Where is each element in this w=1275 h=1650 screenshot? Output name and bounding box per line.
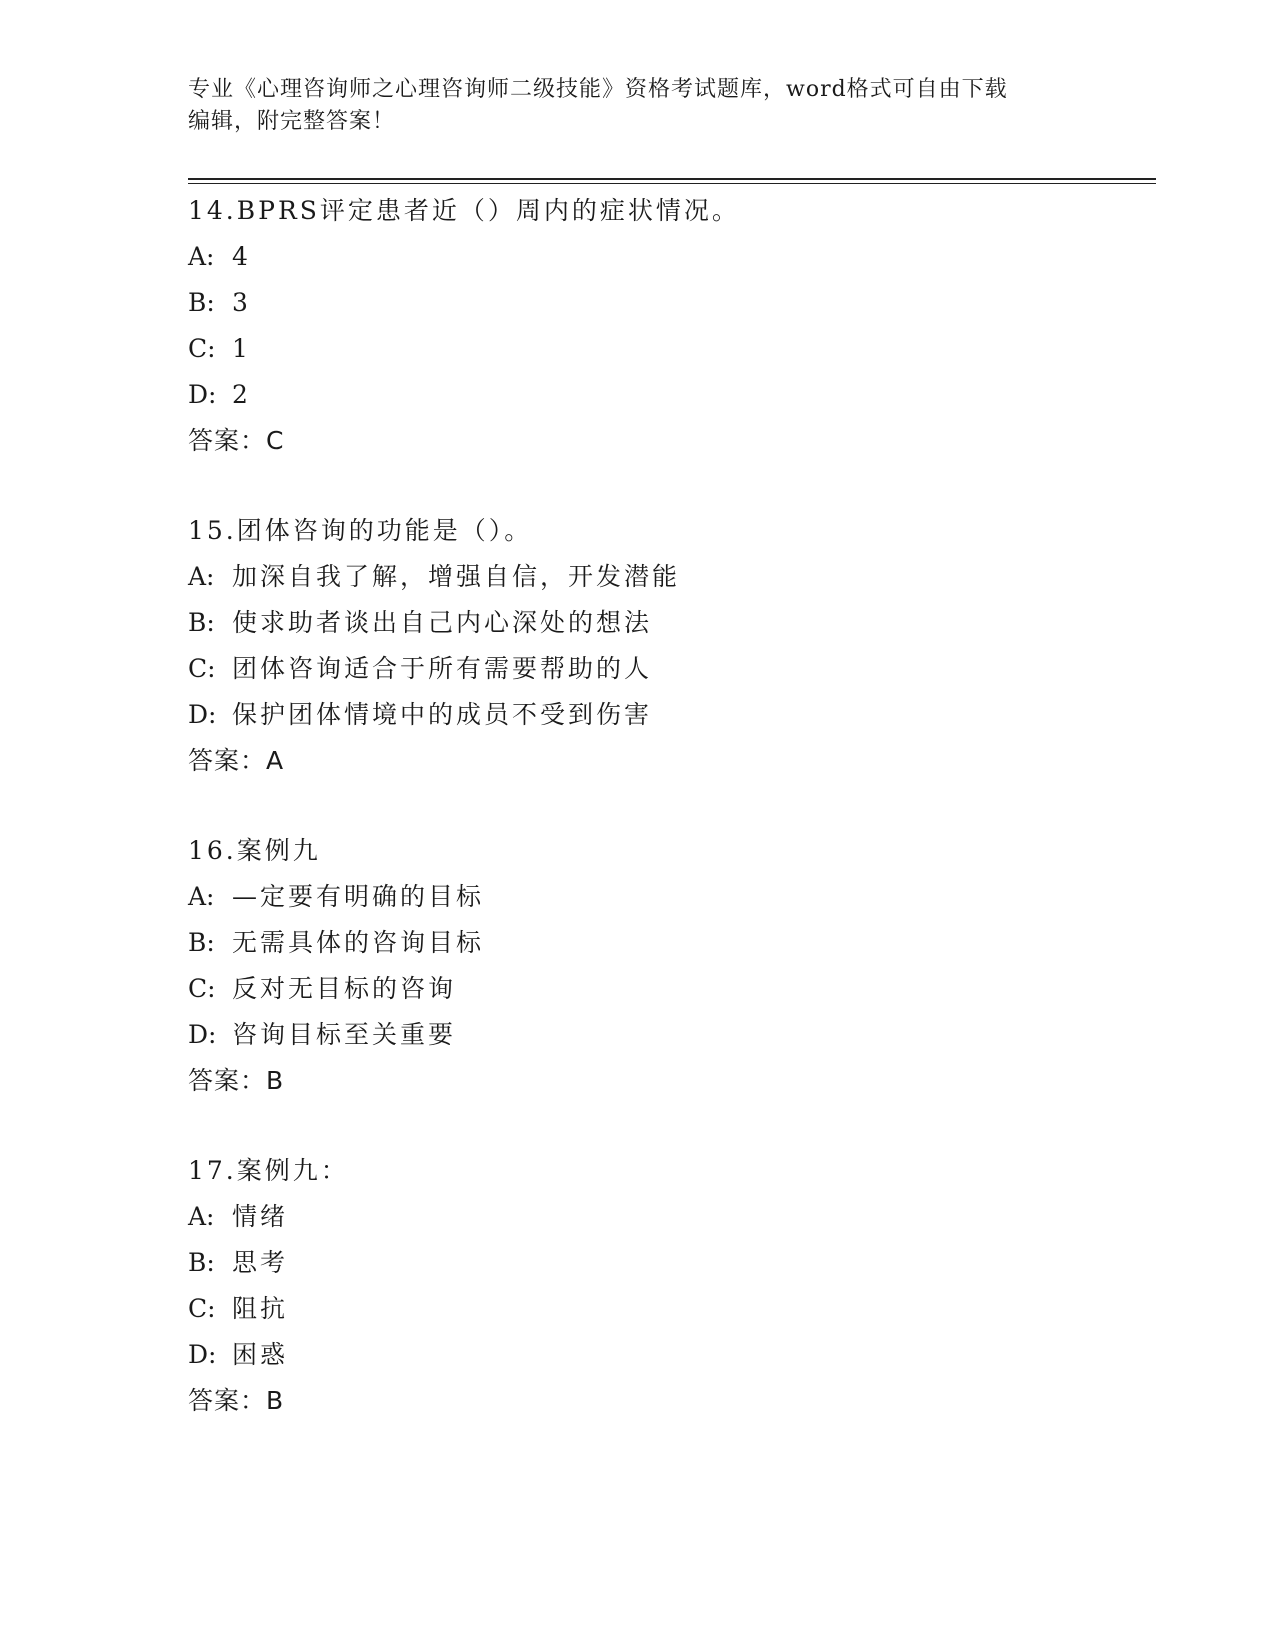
question-17	[188, 1148, 1148, 1424]
answer-line: 答案：B	[188, 1386, 285, 1415]
option-c	[188, 326, 1148, 372]
option-b	[188, 1240, 1148, 1286]
option-text: 保护团体情境中的成员不受到伤害	[232, 700, 653, 729]
option-key: D:	[188, 1020, 217, 1049]
option-text: 思考	[232, 1248, 289, 1277]
answer-line: 答案：B	[188, 1066, 285, 1095]
option-key: B:	[188, 928, 215, 957]
option-text: 团体咨询适合于所有需要帮助的人	[232, 654, 653, 683]
option-text: 阻抗	[232, 1294, 289, 1323]
option-key: D:	[188, 380, 217, 409]
option-key: B:	[188, 288, 215, 317]
question-stem: 16.案例九	[188, 836, 321, 865]
option-key: D:	[188, 700, 217, 729]
header-divider-thin	[188, 183, 1156, 184]
option-text: 3	[232, 288, 251, 317]
option-d	[188, 1012, 1148, 1058]
question-16	[188, 828, 1148, 1104]
question-stem: 14.BPRS评定患者近（）周内的症状情况。	[188, 196, 740, 225]
answer-line: 答案：C	[188, 426, 285, 455]
option-d	[188, 372, 1148, 418]
header-line-1: 专业《心理咨询师之心理咨询师二级技能》资格考试题库，word格式可自由下载	[188, 77, 1008, 102]
option-b	[188, 920, 1148, 966]
question-14	[188, 188, 1148, 464]
option-key: C:	[188, 974, 216, 1003]
option-a	[188, 554, 1148, 600]
option-b	[188, 600, 1148, 646]
option-c	[188, 646, 1148, 692]
option-text: 反对无目标的咨询	[232, 974, 457, 1003]
option-text: 4	[232, 242, 251, 271]
option-text: 1	[232, 334, 251, 363]
option-text: 加深自我了解，增强自信，开发潜能	[232, 562, 681, 591]
option-key: C:	[188, 654, 216, 683]
option-d	[188, 692, 1148, 738]
option-text: 2	[232, 380, 251, 409]
option-text: —定要有明确的目标	[232, 882, 485, 911]
option-key: C:	[188, 1294, 216, 1323]
option-text: 咨询目标至关重要	[232, 1020, 457, 1049]
option-text: 情绪	[232, 1202, 289, 1231]
option-key: D:	[188, 1340, 217, 1369]
option-c	[188, 1286, 1148, 1332]
option-key: B:	[188, 608, 215, 637]
option-text: 使求助者谈出自己内心深处的想法	[232, 608, 653, 637]
question-stem: 15.团体咨询的功能是（）。	[188, 516, 533, 545]
header-line-2: 编辑，附完整答案！	[188, 109, 396, 134]
option-key: A:	[188, 562, 215, 591]
option-d	[188, 1332, 1148, 1378]
header-divider	[188, 178, 1156, 180]
question-stem: 17.案例九：	[188, 1156, 349, 1185]
option-a	[188, 234, 1148, 280]
option-key: A:	[188, 242, 215, 271]
option-key: B:	[188, 1248, 215, 1277]
option-c	[188, 966, 1148, 1012]
answer-line: 答案：A	[188, 746, 285, 775]
option-a	[188, 1194, 1148, 1240]
option-key: C:	[188, 334, 216, 363]
option-key: A:	[188, 1202, 215, 1231]
question-15	[188, 508, 1148, 784]
document-header	[188, 74, 1088, 138]
option-text: 困惑	[232, 1340, 289, 1369]
option-b	[188, 280, 1148, 326]
option-text: 无需具体的咨询目标	[232, 928, 485, 957]
option-key: A:	[188, 882, 215, 911]
option-a	[188, 874, 1148, 920]
